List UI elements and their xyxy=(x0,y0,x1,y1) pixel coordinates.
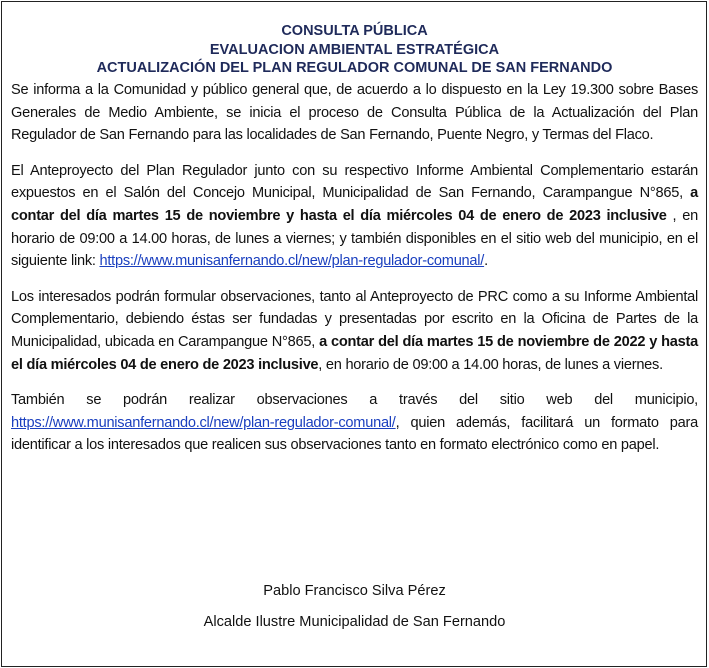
text: , en horario de 09:00 a 14.00 horas, de lunes a viernes; y también disponibles en el sitio web del municipio, en el siguiente link: xyxy=(11,207,698,270)
header-line-3: ACTUALIZACIÓN DEL PLAN REGULADOR COMUNAL DE SAN FERNANDO xyxy=(96,60,613,76)
signature-name: Pablo Francisco Silva Pérez xyxy=(263,583,446,599)
header-line-2: EVALUACION AMBIENTAL ESTRATÉGICA xyxy=(209,41,500,58)
paragraph-intro: Se informa a la Comunidad y público general que, de acuerdo a lo dispuesto en la Ley 19.300 sobre Bases Generales de Medio Ambiente, se inicia el proceso de Consulta Pública de la Actualización del Plan Regulador de San Fernando para las localidades de San Fernando, Puente Negro, y Termas del Flaco. xyxy=(11,82,698,144)
plan-regulador-link[interactable]: https://www.munisanfernando.cl/new/plan-regulador-comunal/ xyxy=(11,414,396,431)
text: El Anteproyecto del Plan Regulador junto con su respectivo Informe Ambiental Complementario estarán expuestos en el Salón del Concejo Municipal, Municipalidad de San Fernando, Carampangue N°865, xyxy=(11,162,698,202)
dates-bold: a contar del día martes 15 de noviembre de 2022 y hasta el día miércoles 04 de enero de 2023 inclusive xyxy=(11,333,698,373)
text: . xyxy=(484,253,488,270)
dates-bold: a contar del día martes 15 de noviembre y hasta el día miércoles 04 de enero de 2023 inclusive xyxy=(11,185,698,224)
plan-regulador-link[interactable]: https://www.munisanfernando.cl/new/plan-regulador-comunal/ xyxy=(99,253,485,270)
text: También se podrán realizar observaciones a través del sitio web del municipio, xyxy=(11,392,698,409)
text: , en horario de 09:00 a 14.00 horas, de lunes a viernes. xyxy=(318,356,663,373)
paragraph-exhibition xyxy=(11,160,698,273)
paragraph-web xyxy=(11,389,698,457)
header-line-1: CONSULTA PÚBLICA xyxy=(281,23,428,39)
paragraph-observations xyxy=(11,286,698,376)
notice-body xyxy=(11,79,698,470)
notice-header xyxy=(0,22,709,78)
text: Los interesados podrán formular observaciones, tanto al Anteproyecto de PRC como a su Informe Ambiental Complementario, debiendo éstas ser fundadas y presentadas por escrito en la Oficina de Partes de la Municipalidad, ubicada en Carampangue N°865, xyxy=(11,288,698,350)
signature-title: Alcalde Ilustre Municipalidad de San Fernando xyxy=(203,614,506,630)
text: , quien además, facilitará un formato para identificar a los interesados que realicen sus observaciones tanto en formato electrónico como en papel. xyxy=(11,414,698,454)
